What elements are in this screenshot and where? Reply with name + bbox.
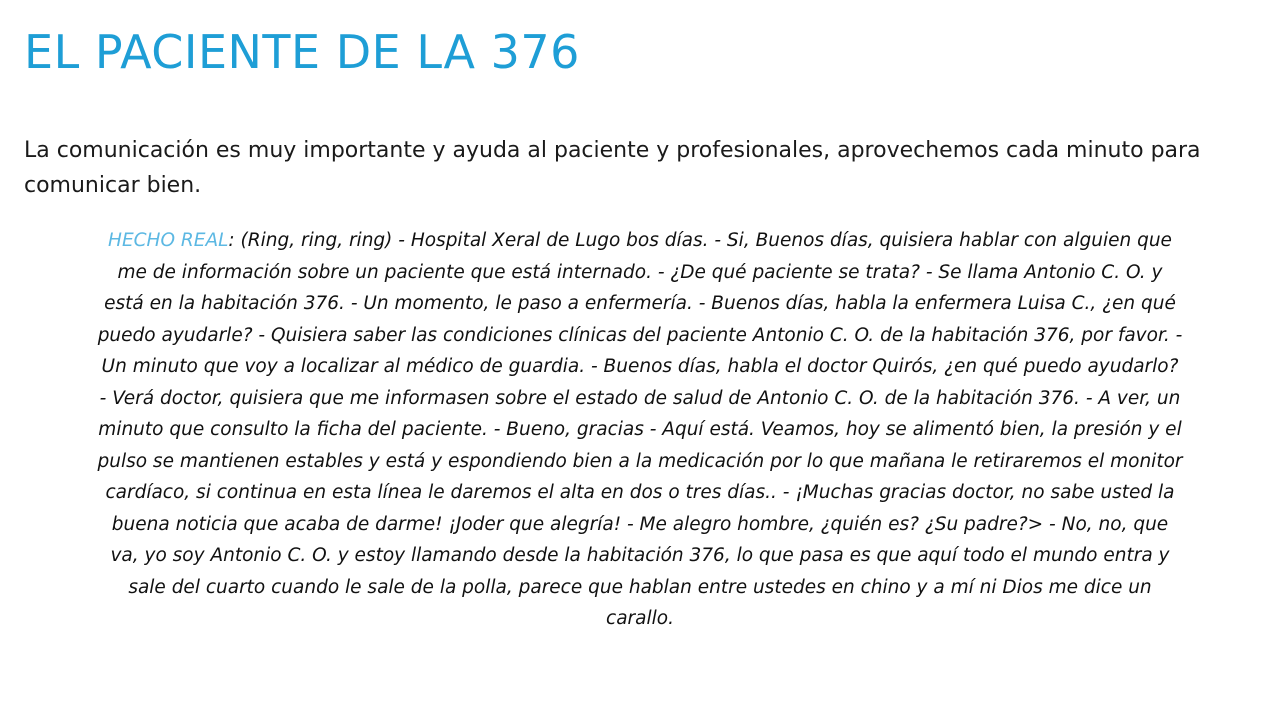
story-paragraph [96,225,1184,635]
story-label: HECHO REAL [108,230,229,251]
slide-title: EL PACIENTE DE LA 376 [24,25,580,79]
story-text: : (Ring, ring, ring) - Hospital Xeral de Lugo bos días. - Si, Buenos días, quisiera hablar con alguien que me de información sobre un paciente que está internado. - ¿De qué paciente se trata? - Se llama Antonio C. O. y está en la habitación 376. - Un momento, le paso a enfermería. - Buenos días, habla la enfermera Luisa C., ¿en qué puedo ayudarle? - Quisiera saber las condiciones clínicas del paciente Antonio C. O. de la habitación 376, por favor. - Un minuto que voy a localizar al médico de guardia. - Buenos días, habla el doctor Quirós, ¿en qué puedo ayudarlo? - Verá doctor, quisiera que me informasen sobre el estado de salud de Antonio C. O. de la habitación 376. - A ver, un minuto que consulto la ficha del paciente. - Bueno, gracias - Aquí está. Veamos, hoy se alimentó bien, la presión y el pulso se mantienen estables y está y espondiendo bien a la medicación por lo que mañana le retiraremos el monitor cardíaco, si continua en esta línea le daremos el alta en dos o tres días.. - ¡Muchas gracias doctor, no sabe usted la buena noticia que acaba de darme! ¡Joder que alegría! - Me alegro hombre, ¿quién es? ¿Su padre?> - No, no, que va, yo soy Antonio C. O. y estoy llamando desde la habitación 376, lo que pasa es que aquí todo el mundo entra y sale del cuarto cuando le sale de la polla, parece que hablan entre ustedes en chino y a mí ni Dios me dice un carallo. [97,230,1183,629]
intro-paragraph: La comunicación es muy importante y ayuda al paciente y profesionales, aprovechemos cada minuto para comunicar bien. [24,138,1201,198]
